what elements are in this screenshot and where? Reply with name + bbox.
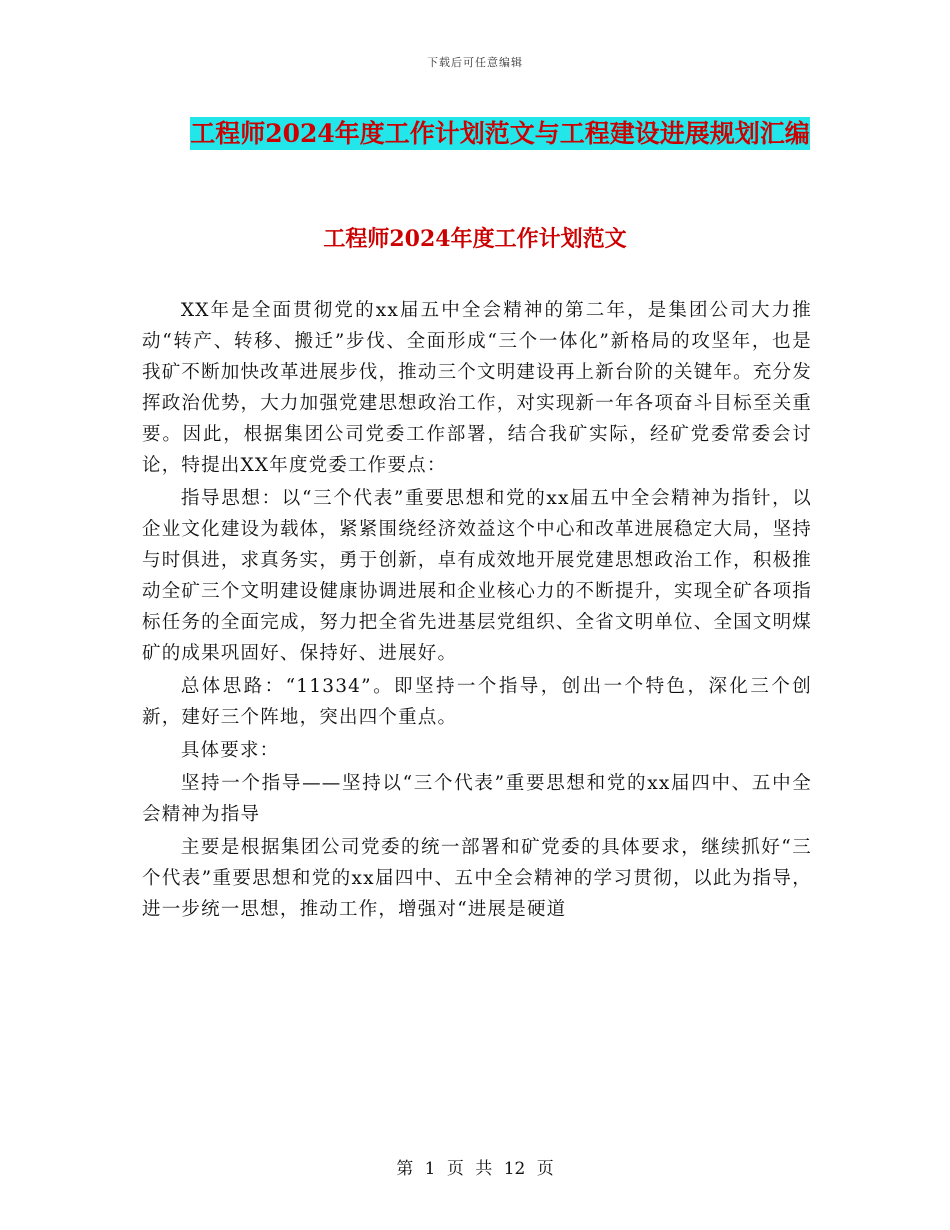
section-title: 工程师2024年度工作计划范文	[323, 226, 627, 252]
document-body	[142, 295, 812, 927]
document-title	[150, 112, 850, 156]
footer-current-page: 1	[424, 1159, 436, 1179]
body-paragraph: 主要是根据集团公司党委的统一部署和矿党委的具体要求，继续抓好“三个代表”重要思想和党的xx届四中、五中全会精神的学习贯彻，以此为指导，进一步统一思想，推动工作，增强对“进展是硬道	[142, 837, 812, 920]
footer-prefix: 第	[396, 1159, 414, 1179]
body-paragraph: 总体思路：“11334”。即坚持一个指导，创出一个特色，深化三个创新，建好三个阵地，突出四个重点。	[142, 676, 812, 728]
footer-total-pages: 12	[503, 1159, 526, 1179]
page-footer	[0, 1154, 950, 1179]
footer-suffix: 页	[536, 1159, 554, 1179]
body-paragraph: 指导思想：以“三个代表”重要思想和党的xx届五中全会精神为指针，以企业文化建设为载体，紧紧围绕经济效益这个中心和改革进展稳定大局，坚持与时俱进，求真务实，勇于创新，卓有成效地开展党建思想政治工作，积极推动全矿三个文明建设健康协调进展和企业核心力的不断提升，实现全矿各项指标任务的全面完成，努力把全省先进基层党组织、全省文明单位、全国文明煤矿的成果巩固好、保持好、进展好。	[142, 488, 812, 664]
document-title-text: 工程师2024年度工作计划范文与工程建设进展规划汇编	[190, 119, 810, 148]
body-paragraph: XX年是全面贯彻党的xx届五中全会精神的第二年，是集团公司大力推动“转产、转移、搬迁”步伐、全面形成“三个一体化”新格局的攻坚年，也是我矿不断加快改革进展步伐，推动三个文明建设再上新台阶的关键年。充分发挥政治优势，大力加强党建思想政治工作，对实现新一年各项奋斗目标至关重要。因此，根据集团公司党委工作部署，结合我矿实际，经矿党委常委会讨论，特提出XX年度党委工作要点：	[142, 300, 812, 476]
body-paragraph: 具体要求：	[180, 740, 280, 761]
footer-total-label: 共	[475, 1159, 493, 1179]
footer-page-word: 页	[446, 1159, 464, 1179]
body-paragraph: 坚持一个指导——坚持以“三个代表”重要思想和党的xx届四中、五中全会精神为指导	[142, 773, 812, 825]
header-note: 下载后可任意编辑	[427, 56, 523, 69]
